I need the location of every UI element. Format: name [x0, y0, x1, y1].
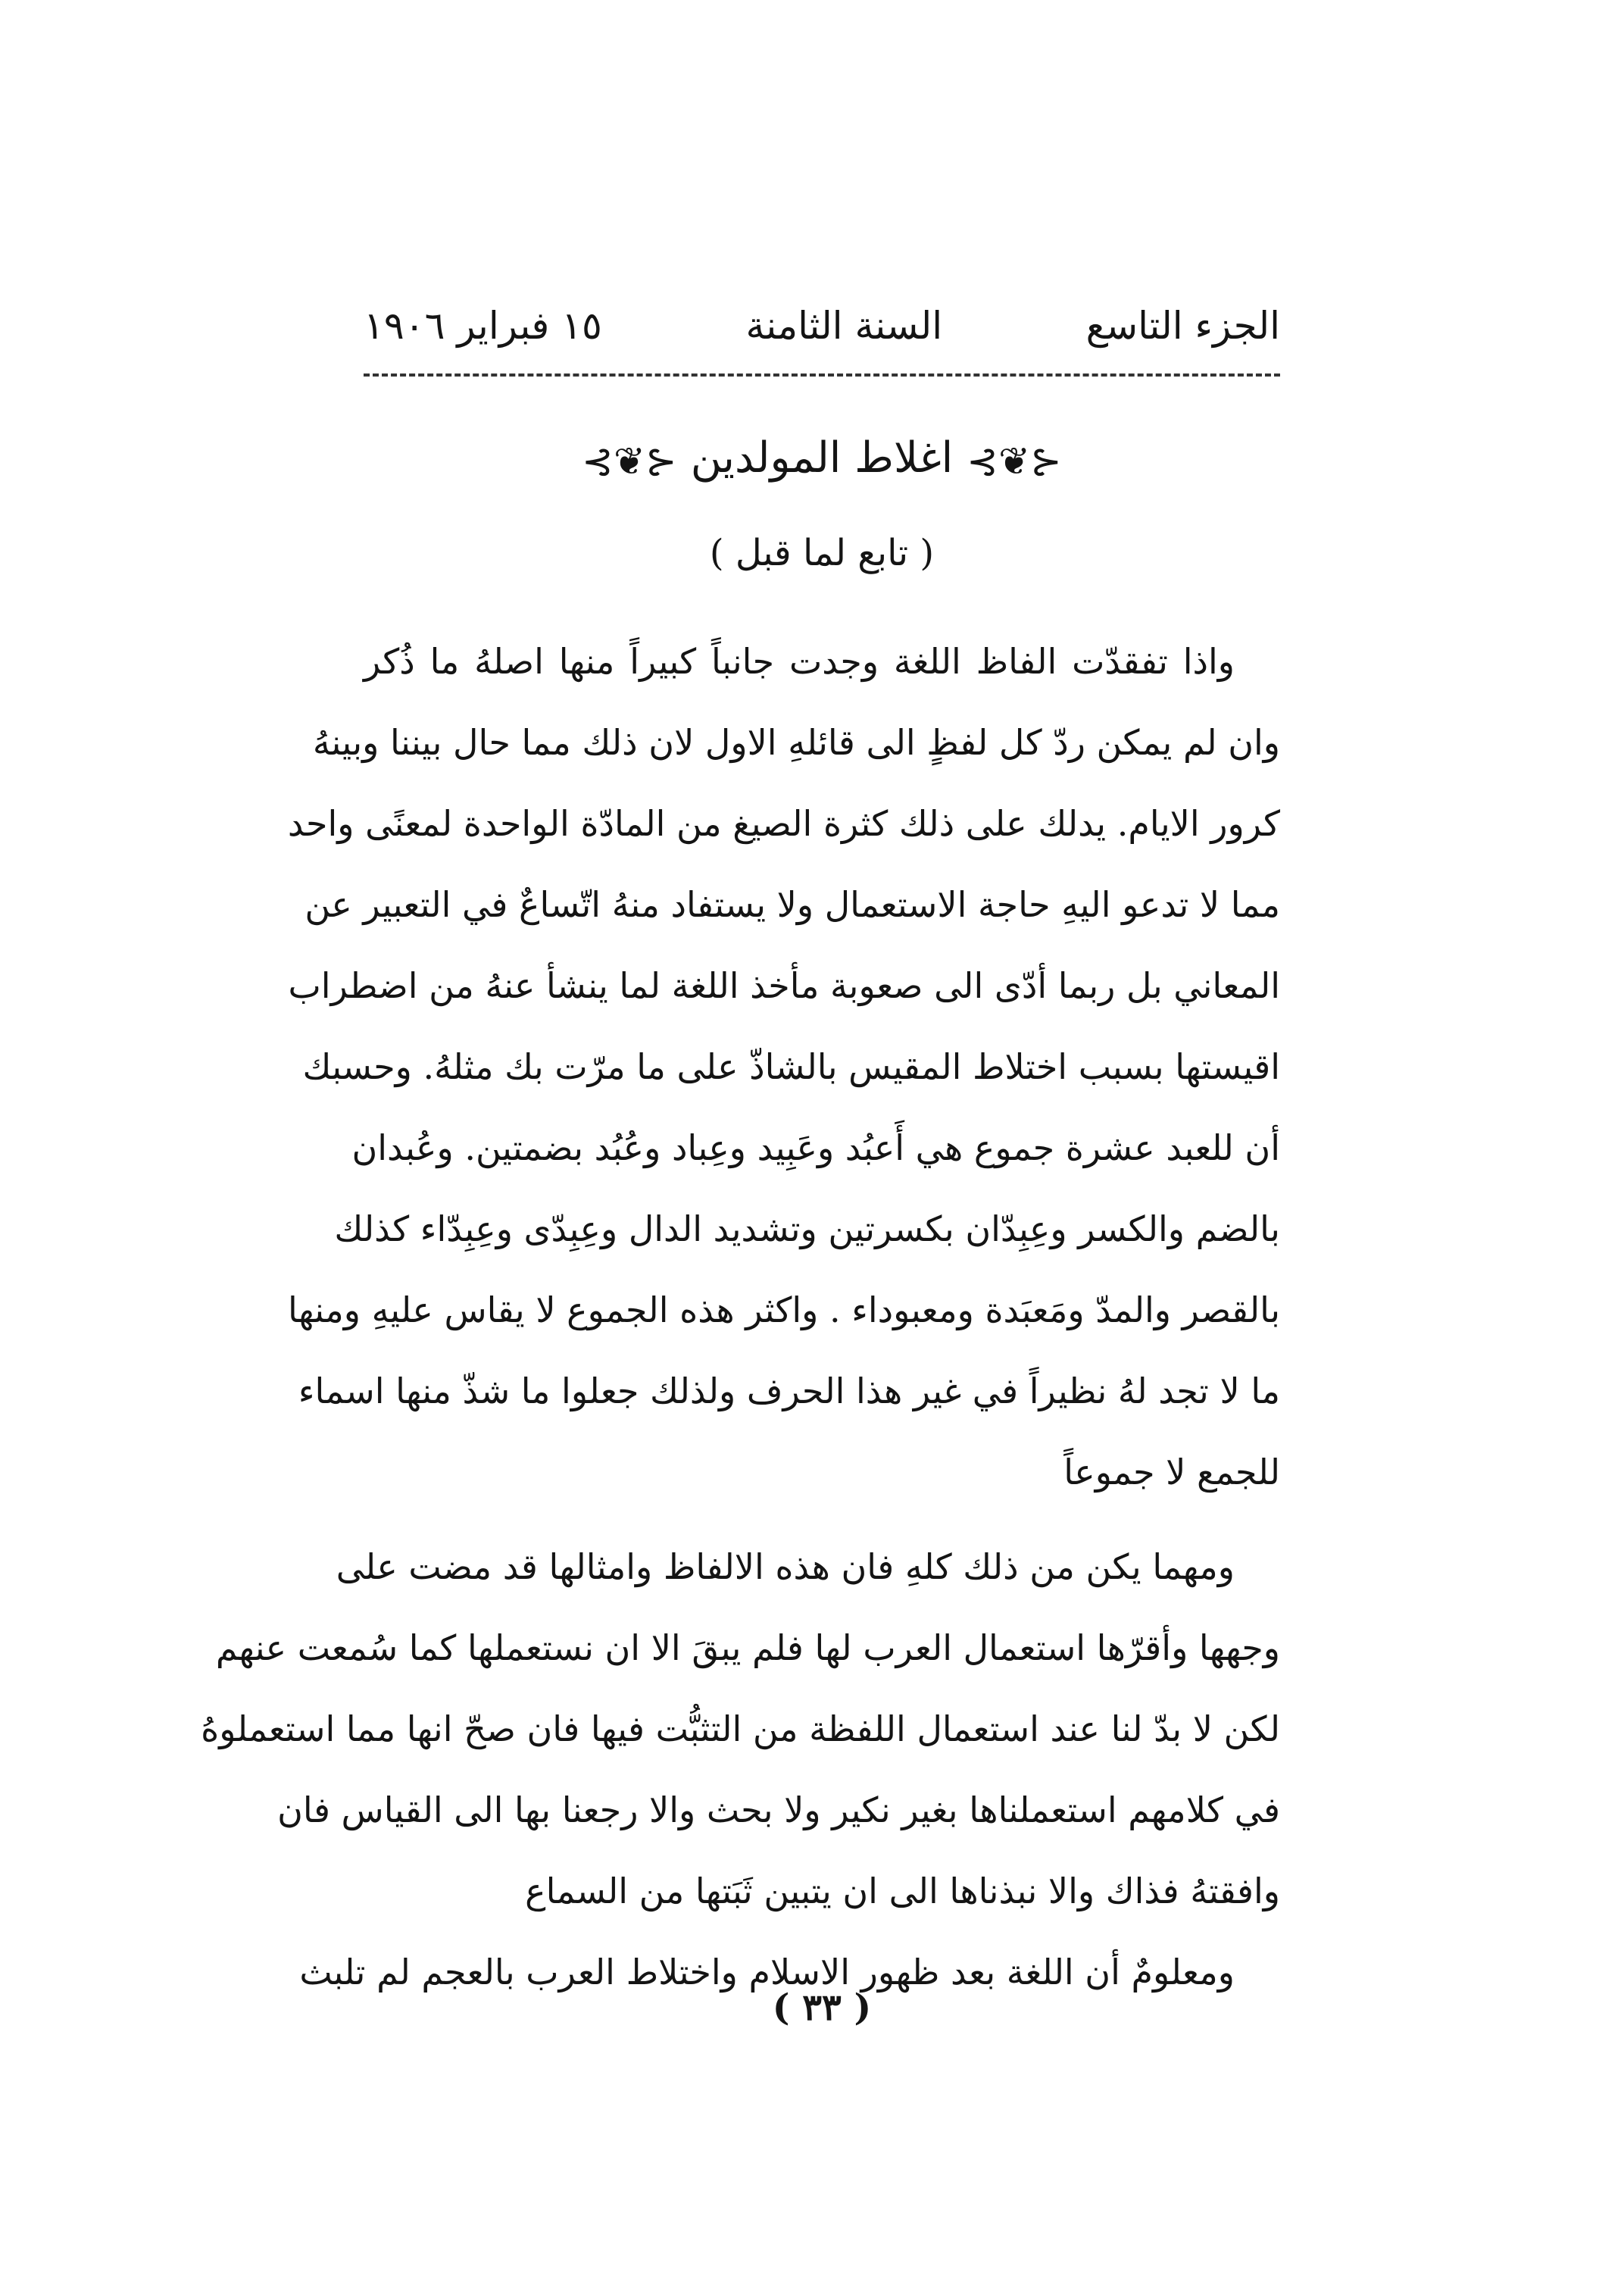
ornament-left-icon: ⊰❦⊱	[582, 439, 677, 483]
article-title-text: اغلاط المولدين	[690, 433, 954, 483]
ornament-right-icon: ⊰❦⊱	[967, 439, 1062, 483]
text-line: المعاني بل ربما أدّى الى صعوبة مأخذ اللغة لما ينشأ عنهُ من اضطراب	[288, 965, 1280, 1006]
article-body	[201, 621, 1280, 2013]
text-line: اقيستها بسبب اختلاط المقيس بالشاذّ على ما مرّت بك مثلهُ. وحسبك	[302, 1046, 1280, 1087]
text-line: ومهما يكن من ذلك كلهِ فان هذه الالفاظ وامثالها قد مضت على	[336, 1546, 1235, 1587]
text-line: بالقصر والمدّ ومَعبَدة ومعبوداء . واكثر هذه الجموع لا يقاس عليهِ ومنها	[288, 1289, 1280, 1330]
article-subtitle: ( تابع لما قبل )	[709, 532, 935, 574]
text-line: واذا تفقدّت الفاظ اللغة وجدت جانباً كبيراً منها اصلهُ ما ذُكر	[364, 641, 1235, 682]
text-line: وجهها وأقرّها استعمال العرب لها فلم يبقَ الا ان نستعملها كما سُمعت عنهم	[215, 1627, 1280, 1668]
article-title	[364, 424, 1280, 492]
header-date: ١٥ فبراير ١٩٠٦	[364, 304, 602, 348]
text-line: للجمع لا جموعاً	[1063, 1452, 1280, 1492]
header-part: الجزء التاسع	[1085, 304, 1280, 348]
text-line: أن للعبد عشرة جموع هي أَعبُد وعَبِيد وعِباد وعُبُد بضمتين. وعُبدان	[351, 1127, 1280, 1168]
text-line: في كلامهم استعملناها بغير نكير ولا بحث والا رجعنا بها الى القياس فان	[277, 1789, 1280, 1830]
text-line: كرور الايام. يدلك على ذلك كثرة الصيغ من المادّة الواحدة لمعنًى واحد	[287, 803, 1280, 844]
text-line: وافقتهُ فذاك والا نبذناها الى ان يتبين ثَبَتها من السماع	[525, 1871, 1280, 1911]
header-divider	[364, 373, 1280, 377]
text-line: لكن لا بدّ لنا عند استعمال اللفظة من التثبُّت فيها فان صحّ انها مما استعملوهُ	[201, 1708, 1280, 1749]
text-line: وان لم يمكن ردّ كل لفظٍ الى قائلهِ الاول لان ذلك مما حال بيننا وبينهُ	[312, 722, 1280, 763]
header-year: السنة الثامنة	[745, 304, 943, 348]
text-line: مما لا تدعو اليهِ حاجة الاستعمال ولا يستفاد منهُ اتّساعٌ في التعبير عن	[304, 884, 1280, 925]
text-line: ومعلومٌ أن اللغة بعد ظهور الاسلام واختلاط العرب بالعجم لم تلبث	[299, 1952, 1235, 1993]
text-line: بالضم والكسر وعِبِدّان بكسرتين وتشديد الدال وعِبِدّى وعِبِدّاء كذلك	[334, 1208, 1280, 1249]
page-header	[364, 292, 1280, 360]
text-line: ما لا تجد لهُ نظيراً في غير هذا الحرف ولذلك جعلوا ما شذّ منها اسماء	[298, 1371, 1280, 1411]
page-number: ( ٣٣ )	[772, 1986, 872, 2029]
